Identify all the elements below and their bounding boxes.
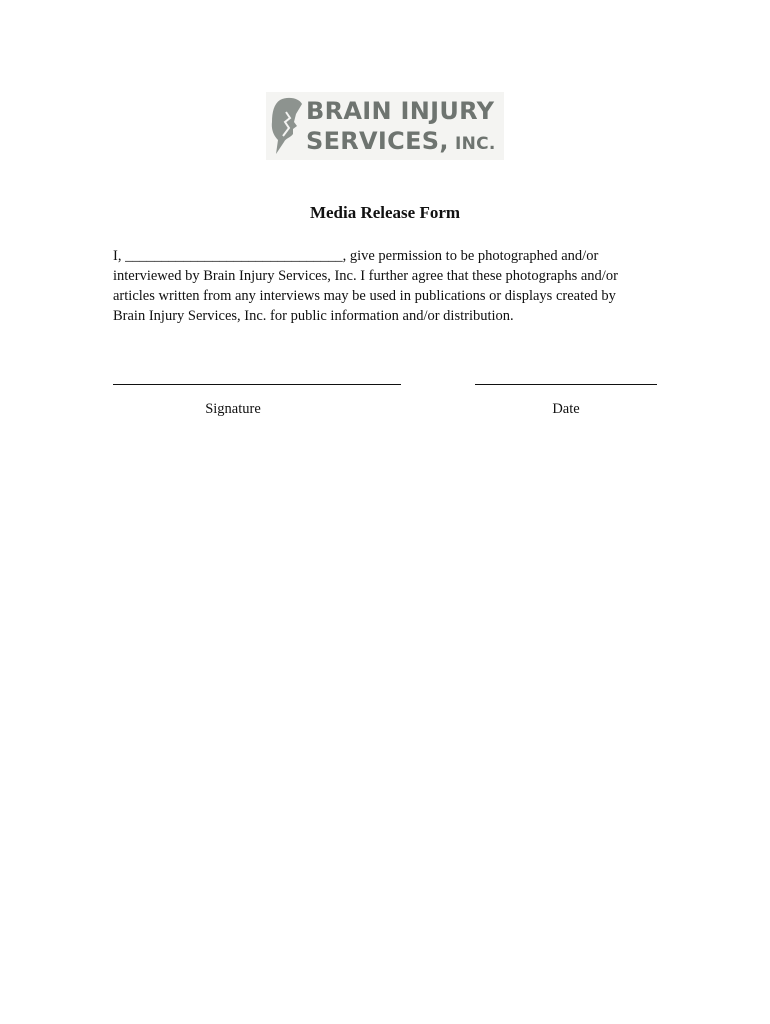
signature-line[interactable] <box>113 384 401 385</box>
paragraph-line: I, ______________________________, give permission to be photographed and/or <box>113 248 599 264</box>
logo-text-services: SERVICES, <box>306 127 449 155</box>
date-line[interactable] <box>475 384 657 385</box>
paragraph-line: articles written from any interviews may be used in publications or displays created by <box>113 288 616 304</box>
logo-text-inc: INC. <box>448 134 496 154</box>
company-logo <box>266 92 504 160</box>
paragraph-line: Brain Injury Services, Inc. for public information and/or distribution. <box>113 308 514 324</box>
logo-text-line1: BRAIN INJURY <box>306 97 495 125</box>
release-paragraph <box>113 246 673 326</box>
signature-label: Signature <box>205 401 261 417</box>
form-title: Media Release Form <box>309 203 461 222</box>
date-label: Date <box>552 401 580 417</box>
head-profile-icon <box>266 92 306 160</box>
logo-text-line2 <box>306 127 496 155</box>
paragraph-line: interviewed by Brain Injury Services, Inc. I further agree that these photographs and/or <box>113 268 618 284</box>
